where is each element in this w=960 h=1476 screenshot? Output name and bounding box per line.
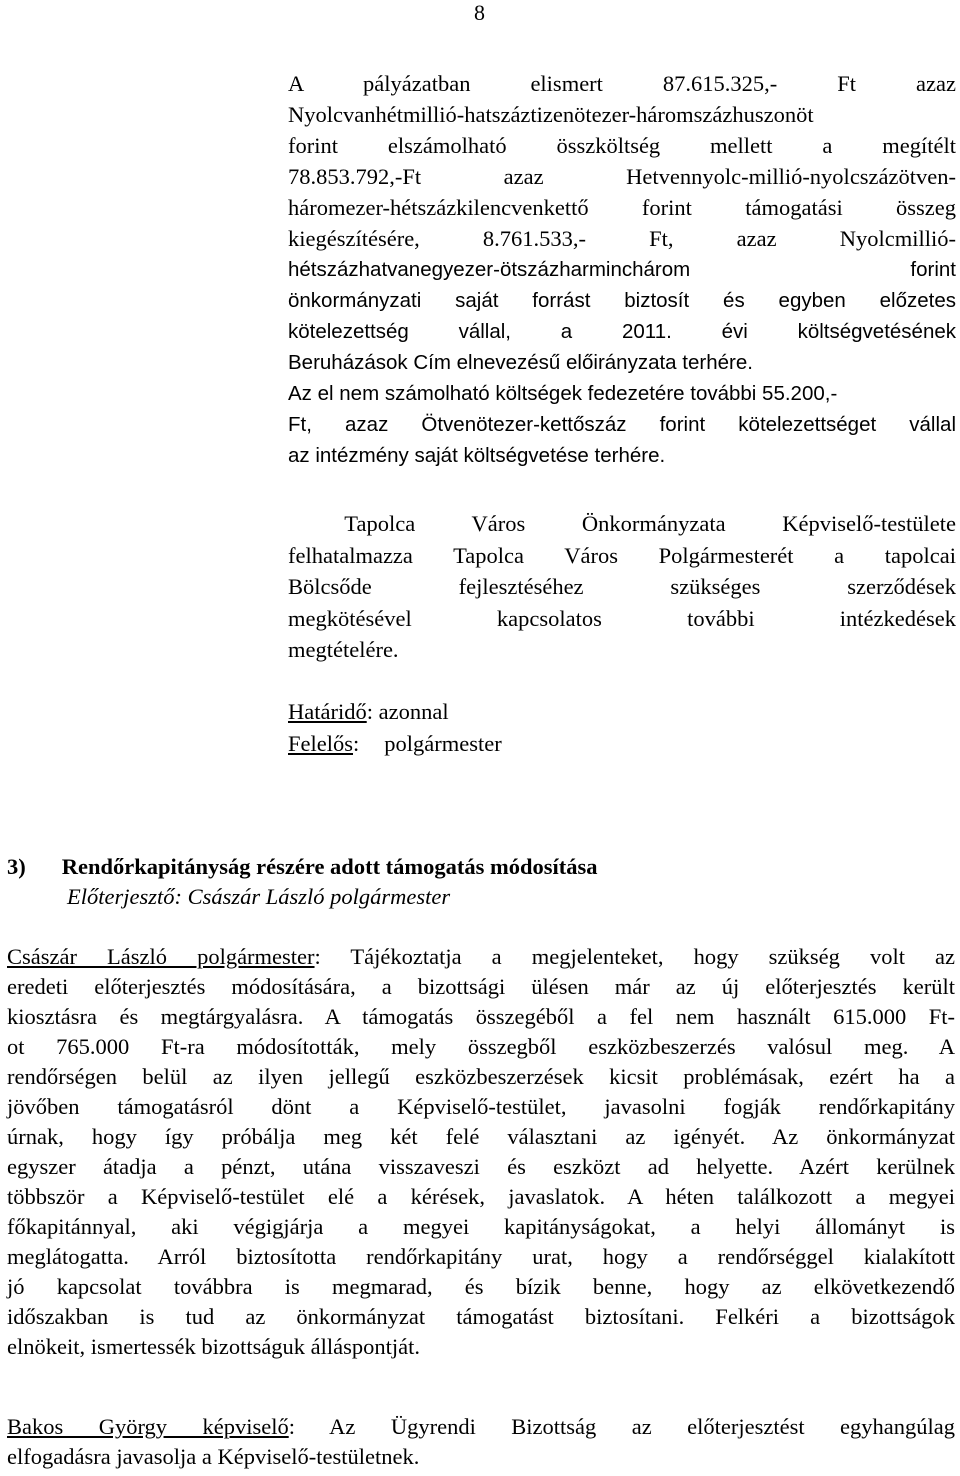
text-line: forint elszámolható összköltség mellett a megítélt: [288, 133, 956, 158]
text-line: kötelezettség vállal, a 2011. évi költségvetésének: [288, 320, 956, 343]
text-line: kiegészítésére, 8.761.533,- Ft, azaz Nyolcmillió-: [288, 226, 956, 251]
resolution-paragraph: [288, 68, 956, 471]
text-line: úrnak, hogy így próbálja meg két felé választani az igényét. Az önkormányzat: [7, 1124, 955, 1149]
text-line: rendőrségen belül az ilyen jellegű eszközbeszerzések kicsit problémásak, ezért ha a: [7, 1064, 955, 1089]
text-line: [7, 942, 955, 972]
section-presenter: Előterjesztő: Császár László polgármester: [67, 884, 451, 909]
text-line: Tapolca Város Önkormányzata Képviselő-testülete: [288, 511, 956, 536]
text-line: háromezer-hétszázkilencvenkettő forint támogatási összeg: [288, 195, 956, 220]
section-number: 3): [7, 854, 26, 879]
text-line: [7, 1412, 955, 1442]
text-line: A pályázatban elismert 87.615.325,- Ft azaz: [288, 71, 956, 96]
text-line: Beruházások Cím elnevezésű előirányzata terhére.: [288, 351, 753, 374]
deadline-block: [288, 696, 956, 760]
deadline-value: azonnal: [378, 699, 449, 724]
text-line: felhatalmazza Tapolca Város Polgármesterét a tapolcai: [288, 542, 956, 568]
text-line: jövőben támogatásról dönt a Képviselő-testület, javasolni fogják rendőrkapitány: [7, 1094, 955, 1119]
text-line: 78.853.792,-Ft azaz Hetvennyolc-millió-nyolcszázötven-: [288, 164, 956, 189]
text-line: jó kapcsolat továbbra is megmarad, és bízik benne, hogy az elkövetkezendő: [7, 1274, 955, 1299]
text-line: főkapitánnyal, aki végigjárja a megyei kapitányságokat, a helyi állományt is: [7, 1214, 955, 1239]
text-line: ot 765.000 Ft-ra módosították, mely összegből eszközbeszerzés valósul meg. A: [7, 1034, 955, 1059]
page-number: 8: [474, 0, 485, 25]
authorization-paragraph: [288, 508, 956, 666]
text-line: elnökeit, ismertessék bizottságuk álláspontját.: [7, 1334, 421, 1359]
text-line: meglátogatta. Arról biztosította rendőrkapitány urat, hogy a rendőrséggel kialakított: [7, 1244, 955, 1269]
speech-paragraph-mayor: [7, 942, 955, 1362]
speaker-name: Bakos György képviselő: [7, 1414, 289, 1439]
responsible-label: Felelős: [288, 731, 353, 756]
text-line: kiosztásra és megtárgyalásra. A támogatás összegéből a fel nem használt 615.000 Ft-: [7, 1004, 955, 1029]
text-line: önkormányzati saját forrást biztosít és egyben előzetes: [288, 289, 956, 312]
text-line: Az el nem számolható költségek fedezetére további 55.200,-: [288, 382, 838, 405]
speech-paragraph-representative: [7, 1412, 955, 1472]
text-line: megtételére.: [288, 637, 399, 662]
responsible-row: Felelős: polgármester: [288, 731, 502, 756]
responsible-value: polgármester: [384, 731, 502, 756]
section-heading: [7, 852, 955, 882]
text-line: az intézmény saját költségvetése terhére.: [288, 444, 666, 467]
text-span: : Az Ügyrendi Bizottság az előterjesztést egyhangúlag: [288, 1414, 955, 1439]
text-line: Nyolcvanhétmillió-hatszáztizenötezer-háromszázhuszonöt: [288, 102, 814, 127]
deadline-row: Határidő: azonnal: [288, 699, 449, 724]
text-line: hétszázhatvanegyezer-ötszázharminchárom forint: [288, 258, 956, 281]
text-line: Bölcsőde fejlesztéséhez szükséges szerződések: [288, 574, 956, 599]
speaker-name: Császár László polgármester: [7, 944, 315, 969]
deadline-label: Határidő: [288, 699, 367, 724]
text-line: többször a Képviselő-testület elé a kérések, javaslatok. A héten találkozott a megyei: [7, 1184, 955, 1209]
text-line: egyszer átadja a pénzt, utána visszaveszi és eszközt ad helyette. Azért kerülnek: [7, 1154, 955, 1179]
text-span: : Tájékoztatja a megjelenteket, hogy szükség volt az: [314, 944, 955, 969]
section-title: Rendőrkapitányság részére adott támogatás módosítása: [61, 854, 598, 879]
text-line: eredeti előterjesztés módosítására, a bizottsági ülésen már az új előterjesztés került: [7, 974, 955, 999]
text-line: megkötésével kapcsolatos további intézkedések: [288, 605, 956, 631]
text-line: Ft, azaz Ötvenötezer-kettőszáz forint kötelezettséget vállal: [288, 413, 956, 436]
text-line: időszakban is tud az önkormányzat támogatást biztosítani. Felkéri a bizottságok: [7, 1304, 955, 1329]
text-line: elfogadásra javasolja a Képviselő-testületnek.: [7, 1444, 420, 1469]
